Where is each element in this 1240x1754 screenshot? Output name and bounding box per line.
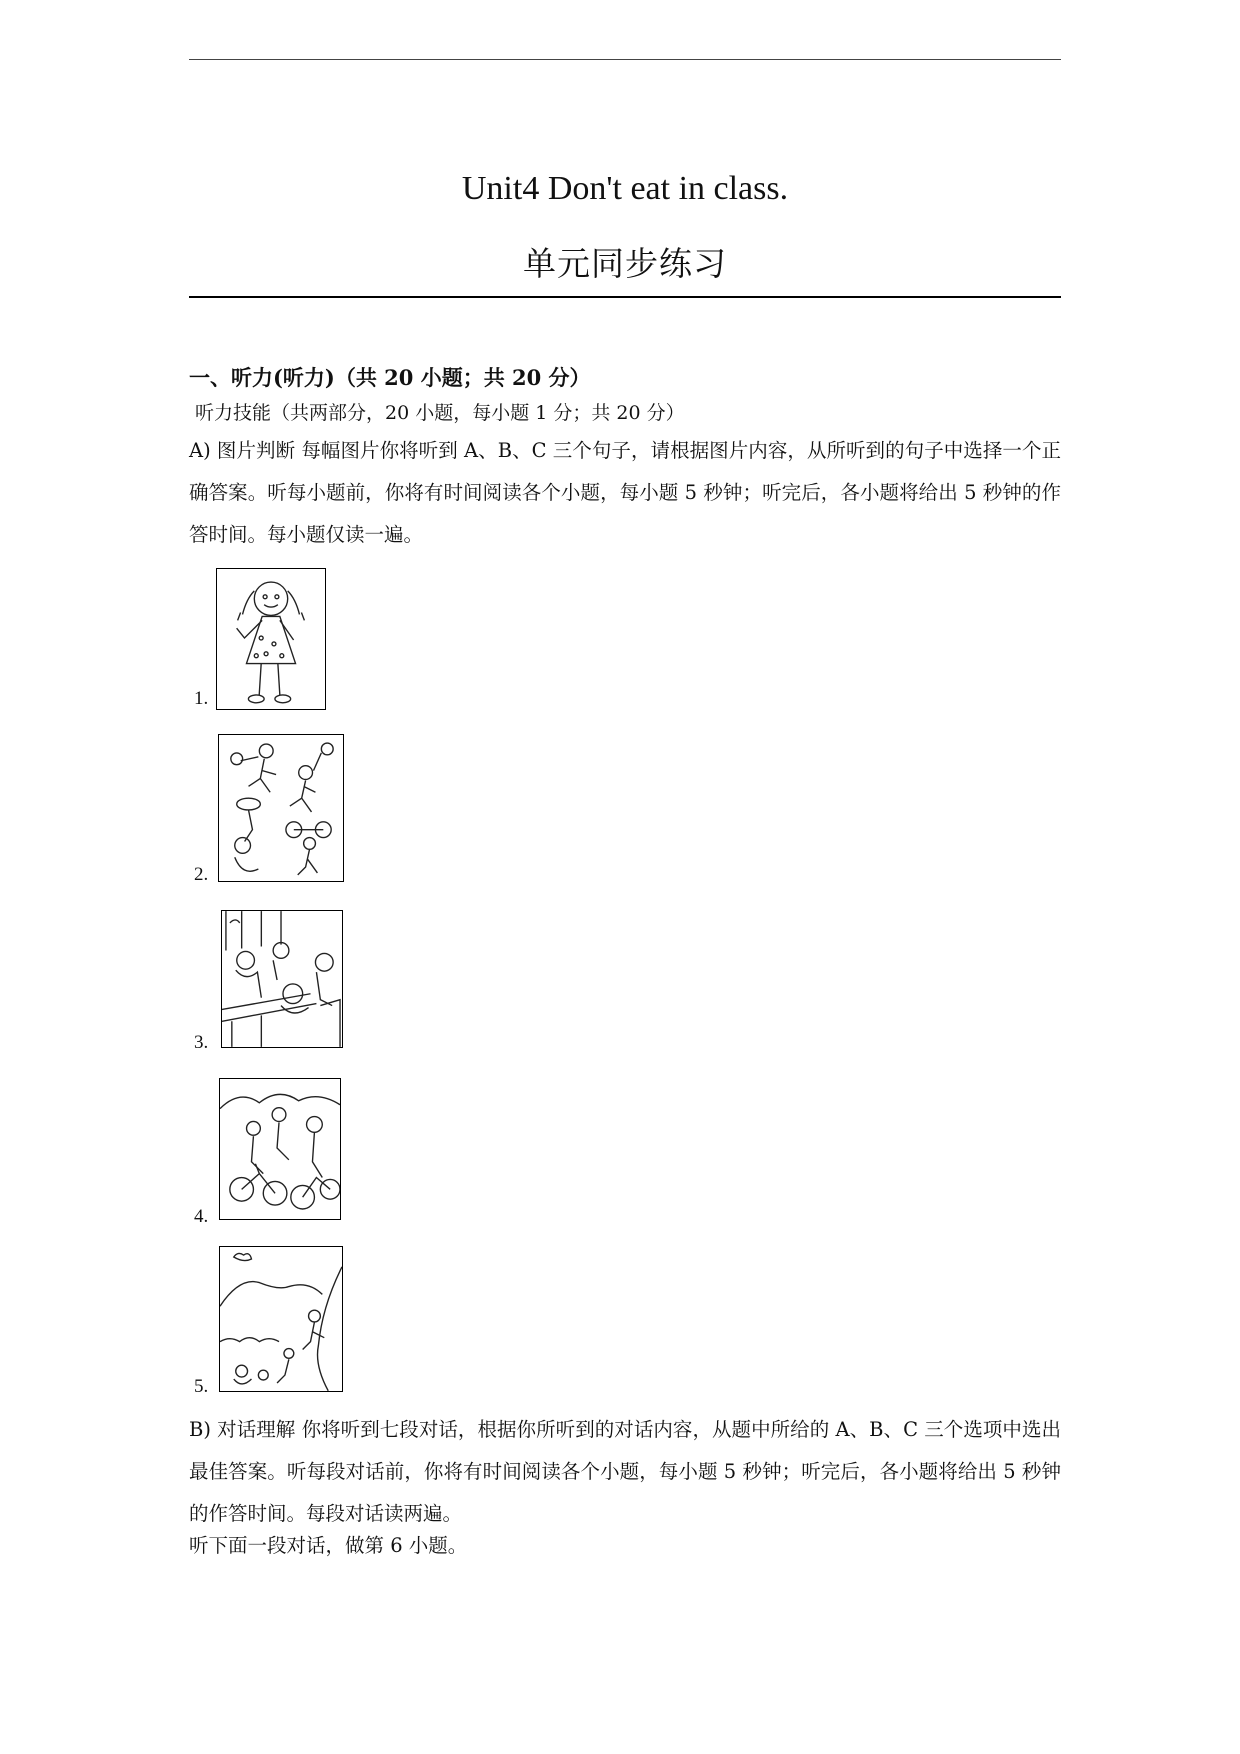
- question-number: 4.: [194, 1206, 209, 1227]
- top-rule: [189, 59, 1061, 60]
- question-number: 5.: [194, 1376, 209, 1397]
- document-title: Unit4 Don't eat in class.: [461, 170, 789, 207]
- section-subheading: 听力技能（共两部分，20 小题，每小题 1 分；共 20 分）: [195, 402, 685, 424]
- part-b-instructions: B) 对话理解 你将听到七段对话，根据你所听到的对话内容，从题中所给的 A、B、C 三个选项中选出最佳答案。听每段对话前，你将有时间阅读各个小题，每小题 5 秒钟；听完后，各小题将给出 5 秒钟的作答时间。每段对话读两遍。: [189, 1418, 1061, 1525]
- question-6-instruction: 听下面一段对话，做第 6 小题。: [189, 1534, 468, 1557]
- question-number: 3.: [194, 1032, 209, 1053]
- mountain-climbing-picture: [219, 1246, 343, 1392]
- girl-doll-icon: [217, 569, 325, 709]
- kids-riding-bikes-picture: [219, 1078, 341, 1220]
- mountain-icon: [220, 1247, 342, 1391]
- kids-sports-icon: [219, 735, 343, 881]
- question-number: 1.: [194, 688, 209, 709]
- part-a-instructions: A) 图片判断 每幅图片你将听到 A、B、C 三个句子，请根据图片内容，从所听到的句子中选择一个正确答案。听每小题前，你将有时间阅读各个小题，每小题 5 秒钟；听完后，各小题将给出 5 秒钟的作答时间。每小题仅读一遍。: [189, 439, 1061, 546]
- classroom-icon: [222, 911, 342, 1047]
- bikes-icon: [220, 1079, 340, 1219]
- classroom-students-picture: [221, 910, 343, 1048]
- document-subtitle: 单元同步练习: [523, 244, 727, 283]
- kids-playing-sports-picture: [218, 734, 344, 882]
- section-heading: 一、听力(听力)（共 20 小题；共 20 分）: [189, 365, 591, 390]
- title-rule: [189, 296, 1061, 298]
- question-number: 2.: [194, 864, 209, 885]
- girl-doll-picture: [216, 568, 326, 710]
